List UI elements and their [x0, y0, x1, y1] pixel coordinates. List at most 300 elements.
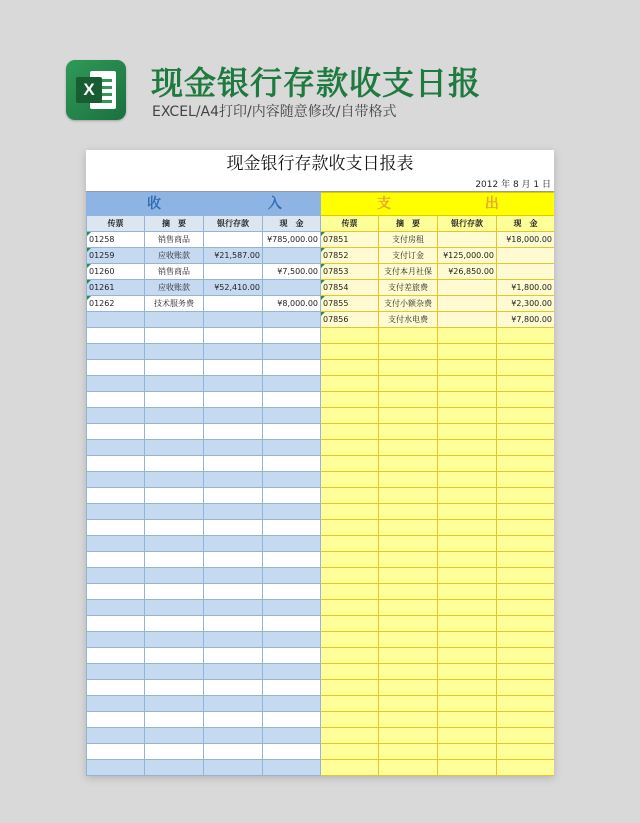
page-title: 现金银行存款收支日报: [151, 64, 482, 102]
expense-voucher-cell: [321, 424, 379, 440]
income-summary-cell: [145, 648, 204, 664]
income-voucher-cell: 01259: [87, 248, 145, 264]
table-row: [87, 536, 555, 552]
income-voucher-cell: [87, 600, 145, 616]
expense-voucher-cell: [321, 616, 379, 632]
income-summary-cell: [145, 616, 204, 632]
income-bank-cell: [204, 360, 263, 376]
income-bank-cell: [204, 472, 263, 488]
table-row: [87, 360, 555, 376]
expense-cash-cell: [497, 632, 555, 648]
expense-bank-cell: [438, 664, 497, 680]
section-header-row: [87, 193, 555, 216]
expense-cash-cell: [497, 680, 555, 696]
expense-voucher-cell: [321, 712, 379, 728]
income-bank-cell: ¥21,587.00: [204, 248, 263, 264]
income-summary-cell: [145, 504, 204, 520]
income-voucher-cell: [87, 728, 145, 744]
table-row: [87, 568, 555, 584]
income-bank-cell: [204, 264, 263, 280]
income-summary-cell: 销售商品: [145, 232, 204, 248]
income-bank-cell: [204, 600, 263, 616]
income-voucher-cell: [87, 344, 145, 360]
income-bank-cell: [204, 488, 263, 504]
income-bank-cell: [204, 440, 263, 456]
expense-voucher-cell: [321, 648, 379, 664]
expense-bank-cell: [438, 744, 497, 760]
income-cash-cell: [263, 248, 321, 264]
expense-cash-cell: [497, 616, 555, 632]
expense-voucher-cell: [321, 632, 379, 648]
expense-cash-cell: [497, 600, 555, 616]
income-cash-cell: [263, 536, 321, 552]
expense-summary-cell: [379, 632, 438, 648]
income-voucher-cell: [87, 456, 145, 472]
income-voucher-cell: 01260: [87, 264, 145, 280]
income-cash-cell: [263, 280, 321, 296]
expense-voucher-cell: 07853: [321, 264, 379, 280]
expense-cash-cell: ¥1,800.00: [497, 280, 555, 296]
expense-voucher-cell: 07852: [321, 248, 379, 264]
income-voucher-cell: [87, 440, 145, 456]
expense-voucher-cell: 07851: [321, 232, 379, 248]
expense-bank-cell: [438, 440, 497, 456]
table-row: [87, 504, 555, 520]
income-bank-cell: [204, 712, 263, 728]
income-bank-cell: [204, 504, 263, 520]
income-summary-cell: 技术服务费: [145, 296, 204, 312]
income-summary-cell: [145, 360, 204, 376]
income-summary-cell: 应收账款: [145, 248, 204, 264]
expense-voucher-cell: 07854: [321, 280, 379, 296]
income-summary-cell: [145, 728, 204, 744]
table-row: [87, 712, 555, 728]
income-cash-cell: [263, 424, 321, 440]
expense-bank-cell: [438, 328, 497, 344]
income-voucher-cell: [87, 536, 145, 552]
income-voucher-cell: [87, 632, 145, 648]
col-header-summary: 摘 要: [379, 216, 438, 232]
table-row: [87, 248, 555, 264]
income-voucher-cell: [87, 472, 145, 488]
income-voucher-cell: [87, 760, 145, 776]
income-bank-cell: [204, 584, 263, 600]
income-summary-cell: [145, 488, 204, 504]
expense-bank-cell: [438, 584, 497, 600]
expense-cash-cell: [497, 728, 555, 744]
expense-summary-cell: [379, 552, 438, 568]
income-bank-cell: [204, 408, 263, 424]
expense-voucher-cell: [321, 440, 379, 456]
table-row: [87, 680, 555, 696]
expense-bank-cell: [438, 760, 497, 776]
income-cash-cell: [263, 344, 321, 360]
income-summary-cell: [145, 472, 204, 488]
expense-bank-cell: [438, 280, 497, 296]
income-voucher-cell: [87, 376, 145, 392]
expense-cash-cell: [497, 568, 555, 584]
income-cash-cell: [263, 472, 321, 488]
expense-summary-cell: 支付小额杂费: [379, 296, 438, 312]
income-cash-cell: [263, 360, 321, 376]
expense-voucher-cell: [321, 760, 379, 776]
income-cash-cell: [263, 408, 321, 424]
income-voucher-cell: 01258: [87, 232, 145, 248]
expense-summary-cell: [379, 408, 438, 424]
table-row: [87, 728, 555, 744]
income-voucher-cell: [87, 520, 145, 536]
income-cash-cell: [263, 456, 321, 472]
expense-bank-cell: [438, 360, 497, 376]
income-cash-cell: [263, 712, 321, 728]
income-voucher-cell: [87, 552, 145, 568]
income-cash-cell: [263, 552, 321, 568]
expense-summary-cell: [379, 664, 438, 680]
expense-voucher-cell: [321, 664, 379, 680]
expense-bank-cell: [438, 536, 497, 552]
income-cash-cell: [263, 600, 321, 616]
expense-summary-cell: [379, 600, 438, 616]
excel-logo-icon: [66, 60, 126, 120]
income-bank-cell: [204, 664, 263, 680]
income-cash-cell: ¥785,000.00: [263, 232, 321, 248]
expense-bank-cell: [438, 312, 497, 328]
income-bank-cell: [204, 520, 263, 536]
expense-summary-cell: [379, 744, 438, 760]
expense-summary-cell: [379, 344, 438, 360]
income-cash-cell: [263, 568, 321, 584]
expense-voucher-cell: [321, 568, 379, 584]
table-row: [87, 552, 555, 568]
expense-cash-cell: [497, 536, 555, 552]
expense-cash-cell: [497, 520, 555, 536]
expense-bank-cell: [438, 408, 497, 424]
expense-summary-cell: [379, 536, 438, 552]
table-row: [87, 392, 555, 408]
income-voucher-cell: [87, 648, 145, 664]
income-summary-cell: [145, 632, 204, 648]
income-bank-cell: [204, 536, 263, 552]
expense-voucher-cell: [321, 696, 379, 712]
income-summary-cell: 销售商品: [145, 264, 204, 280]
expense-summary-cell: [379, 504, 438, 520]
expense-bank-cell: [438, 712, 497, 728]
expense-voucher-cell: [321, 472, 379, 488]
income-bank-cell: ¥52,410.00: [204, 280, 263, 296]
expense-voucher-cell: [321, 520, 379, 536]
income-cash-cell: ¥7,500.00: [263, 264, 321, 280]
expense-summary-cell: [379, 520, 438, 536]
income-cash-cell: [263, 728, 321, 744]
income-summary-cell: [145, 536, 204, 552]
table-row: [87, 440, 555, 456]
table-row: [87, 488, 555, 504]
expense-bank-cell: [438, 296, 497, 312]
expense-bank-cell: [438, 632, 497, 648]
expense-voucher-cell: [321, 584, 379, 600]
expense-voucher-cell: 07855: [321, 296, 379, 312]
expense-voucher-cell: [321, 456, 379, 472]
expense-cash-cell: [497, 376, 555, 392]
income-bank-cell: [204, 632, 263, 648]
income-cash-cell: [263, 488, 321, 504]
expense-cash-cell: [497, 488, 555, 504]
spreadsheet-preview: [86, 150, 554, 776]
expense-cash-cell: [497, 504, 555, 520]
expense-summary-cell: 支付本月社保: [379, 264, 438, 280]
income-summary-cell: [145, 664, 204, 680]
expense-cash-cell: [497, 360, 555, 376]
income-summary-cell: [145, 712, 204, 728]
expense-summary-cell: [379, 760, 438, 776]
income-bank-cell: [204, 648, 263, 664]
table-row: [87, 648, 555, 664]
income-cash-cell: [263, 664, 321, 680]
table-row: [87, 264, 555, 280]
expense-bank-cell: [438, 568, 497, 584]
expense-cash-cell: [497, 392, 555, 408]
table-row: [87, 632, 555, 648]
income-voucher-cell: 01262: [87, 296, 145, 312]
expense-summary-cell: 支付差旅费: [379, 280, 438, 296]
income-voucher-cell: [87, 328, 145, 344]
promo-header: [0, 0, 640, 140]
expense-voucher-cell: [321, 488, 379, 504]
expense-voucher-cell: [321, 552, 379, 568]
expense-label-1: 支: [377, 196, 391, 212]
expense-summary-cell: [379, 360, 438, 376]
table-row: [87, 584, 555, 600]
income-voucher-cell: [87, 568, 145, 584]
income-bank-cell: [204, 744, 263, 760]
income-cash-cell: [263, 632, 321, 648]
expense-summary-cell: [379, 456, 438, 472]
income-voucher-cell: [87, 408, 145, 424]
income-section-header: [87, 193, 321, 216]
col-header-voucher: 传票: [87, 216, 145, 232]
expense-voucher-cell: [321, 744, 379, 760]
income-summary-cell: [145, 328, 204, 344]
expense-summary-cell: [379, 424, 438, 440]
expense-voucher-cell: [321, 536, 379, 552]
income-bank-cell: [204, 680, 263, 696]
expense-cash-cell: [497, 472, 555, 488]
income-summary-cell: [145, 408, 204, 424]
expense-voucher-cell: [321, 600, 379, 616]
income-summary-cell: [145, 440, 204, 456]
table-row: [87, 312, 555, 328]
table-row: [87, 280, 555, 296]
expense-cash-cell: [497, 344, 555, 360]
sheet-title: 现金银行存款收支日报表: [226, 154, 414, 174]
expense-bank-cell: [438, 488, 497, 504]
expense-summary-cell: [379, 488, 438, 504]
income-voucher-cell: [87, 680, 145, 696]
expense-bank-cell: [438, 456, 497, 472]
table-row: [87, 760, 555, 776]
income-cash-cell: [263, 696, 321, 712]
income-summary-cell: [145, 600, 204, 616]
income-cash-cell: [263, 680, 321, 696]
income-voucher-cell: [87, 712, 145, 728]
income-bank-cell: [204, 424, 263, 440]
expense-cash-cell: [497, 712, 555, 728]
expense-bank-cell: [438, 232, 497, 248]
expense-cash-cell: [497, 648, 555, 664]
income-bank-cell: [204, 328, 263, 344]
expense-cash-cell: [497, 440, 555, 456]
expense-summary-cell: [379, 472, 438, 488]
expense-voucher-cell: [321, 344, 379, 360]
table-row: [87, 744, 555, 760]
expense-cash-cell: [497, 584, 555, 600]
expense-cash-cell: [497, 328, 555, 344]
income-voucher-cell: [87, 488, 145, 504]
expense-cash-cell: ¥18,000.00: [497, 232, 555, 248]
income-summary-cell: [145, 760, 204, 776]
expense-cash-cell: [497, 264, 555, 280]
expense-cash-cell: [497, 552, 555, 568]
income-label-2: 入: [267, 196, 282, 212]
income-summary-cell: [145, 696, 204, 712]
col-header-cash: 现 金: [497, 216, 555, 232]
income-cash-cell: [263, 584, 321, 600]
income-bank-cell: [204, 552, 263, 568]
income-voucher-cell: [87, 584, 145, 600]
expense-bank-cell: [438, 376, 497, 392]
table-row: [87, 696, 555, 712]
table-row: [87, 664, 555, 680]
income-cash-cell: [263, 616, 321, 632]
income-cash-cell: [263, 328, 321, 344]
income-summary-cell: [145, 392, 204, 408]
income-bank-cell: [204, 616, 263, 632]
expense-bank-cell: [438, 392, 497, 408]
table-row: [87, 520, 555, 536]
expense-voucher-cell: [321, 360, 379, 376]
income-voucher-cell: [87, 424, 145, 440]
expense-cash-cell: [497, 664, 555, 680]
col-header-bank: 银行存款: [438, 216, 497, 232]
expense-summary-cell: [379, 376, 438, 392]
income-summary-cell: [145, 568, 204, 584]
income-summary-cell: [145, 424, 204, 440]
expense-bank-cell: [438, 344, 497, 360]
income-bank-cell: [204, 456, 263, 472]
expense-summary-cell: [379, 568, 438, 584]
expense-cash-cell: [497, 744, 555, 760]
sheet-date: 2012 年 8 月 1 日: [475, 180, 551, 190]
table-row: [87, 600, 555, 616]
expense-cash-cell: [497, 408, 555, 424]
expense-summary-cell: 支付房租: [379, 232, 438, 248]
income-voucher-cell: [87, 392, 145, 408]
expense-section-header: [321, 193, 555, 216]
expense-cash-cell: ¥2,300.00: [497, 296, 555, 312]
expense-label-2: 出: [484, 196, 499, 212]
expense-voucher-cell: [321, 408, 379, 424]
income-summary-cell: [145, 552, 204, 568]
expense-bank-cell: [438, 424, 497, 440]
income-summary-cell: [145, 456, 204, 472]
income-voucher-cell: [87, 696, 145, 712]
table-row: [87, 376, 555, 392]
expense-cash-cell: [497, 696, 555, 712]
income-cash-cell: [263, 312, 321, 328]
income-bank-cell: [204, 232, 263, 248]
table-row: [87, 456, 555, 472]
expense-voucher-cell: [321, 680, 379, 696]
table-row: [87, 408, 555, 424]
income-voucher-cell: [87, 312, 145, 328]
expense-bank-cell: [438, 728, 497, 744]
expense-bank-cell: [438, 648, 497, 664]
income-summary-cell: 应收账款: [145, 280, 204, 296]
income-voucher-cell: [87, 360, 145, 376]
expense-voucher-cell: 07856: [321, 312, 379, 328]
income-bank-cell: [204, 728, 263, 744]
cashbook-table: [86, 192, 554, 776]
expense-bank-cell: ¥125,000.00: [438, 248, 497, 264]
income-bank-cell: [204, 344, 263, 360]
income-label-1: 收: [147, 196, 161, 212]
expense-summary-cell: [379, 584, 438, 600]
col-header-summary: 摘 要: [145, 216, 204, 232]
income-bank-cell: [204, 296, 263, 312]
income-cash-cell: [263, 504, 321, 520]
expense-summary-cell: [379, 392, 438, 408]
expense-bank-cell: [438, 600, 497, 616]
income-cash-cell: [263, 392, 321, 408]
expense-cash-cell: [497, 456, 555, 472]
expense-summary-cell: [379, 712, 438, 728]
expense-cash-cell: [497, 760, 555, 776]
table-row: [87, 472, 555, 488]
income-bank-cell: [204, 568, 263, 584]
income-cash-cell: [263, 440, 321, 456]
expense-bank-cell: [438, 520, 497, 536]
expense-voucher-cell: [321, 728, 379, 744]
income-cash-cell: [263, 648, 321, 664]
col-header-bank: 银行存款: [204, 216, 263, 232]
expense-summary-cell: [379, 680, 438, 696]
income-cash-cell: [263, 520, 321, 536]
excel-x-icon: X: [76, 77, 102, 103]
income-summary-cell: [145, 584, 204, 600]
income-summary-cell: [145, 744, 204, 760]
table-row: [87, 232, 555, 248]
expense-cash-cell: [497, 424, 555, 440]
income-voucher-cell: [87, 616, 145, 632]
income-summary-cell: [145, 344, 204, 360]
table-row: [87, 344, 555, 360]
income-cash-cell: ¥8,000.00: [263, 296, 321, 312]
expense-summary-cell: [379, 696, 438, 712]
expense-bank-cell: [438, 504, 497, 520]
column-header-row: [87, 216, 555, 232]
income-summary-cell: [145, 520, 204, 536]
table-row: [87, 424, 555, 440]
page-subtitle: EXCEL/A4打印/内容随意修改/自带格式: [152, 104, 397, 120]
income-bank-cell: [204, 696, 263, 712]
expense-summary-cell: 支付水电费: [379, 312, 438, 328]
expense-voucher-cell: [321, 376, 379, 392]
income-summary-cell: [145, 376, 204, 392]
expense-bank-cell: [438, 616, 497, 632]
expense-bank-cell: [438, 472, 497, 488]
expense-bank-cell: [438, 696, 497, 712]
income-voucher-cell: [87, 744, 145, 760]
